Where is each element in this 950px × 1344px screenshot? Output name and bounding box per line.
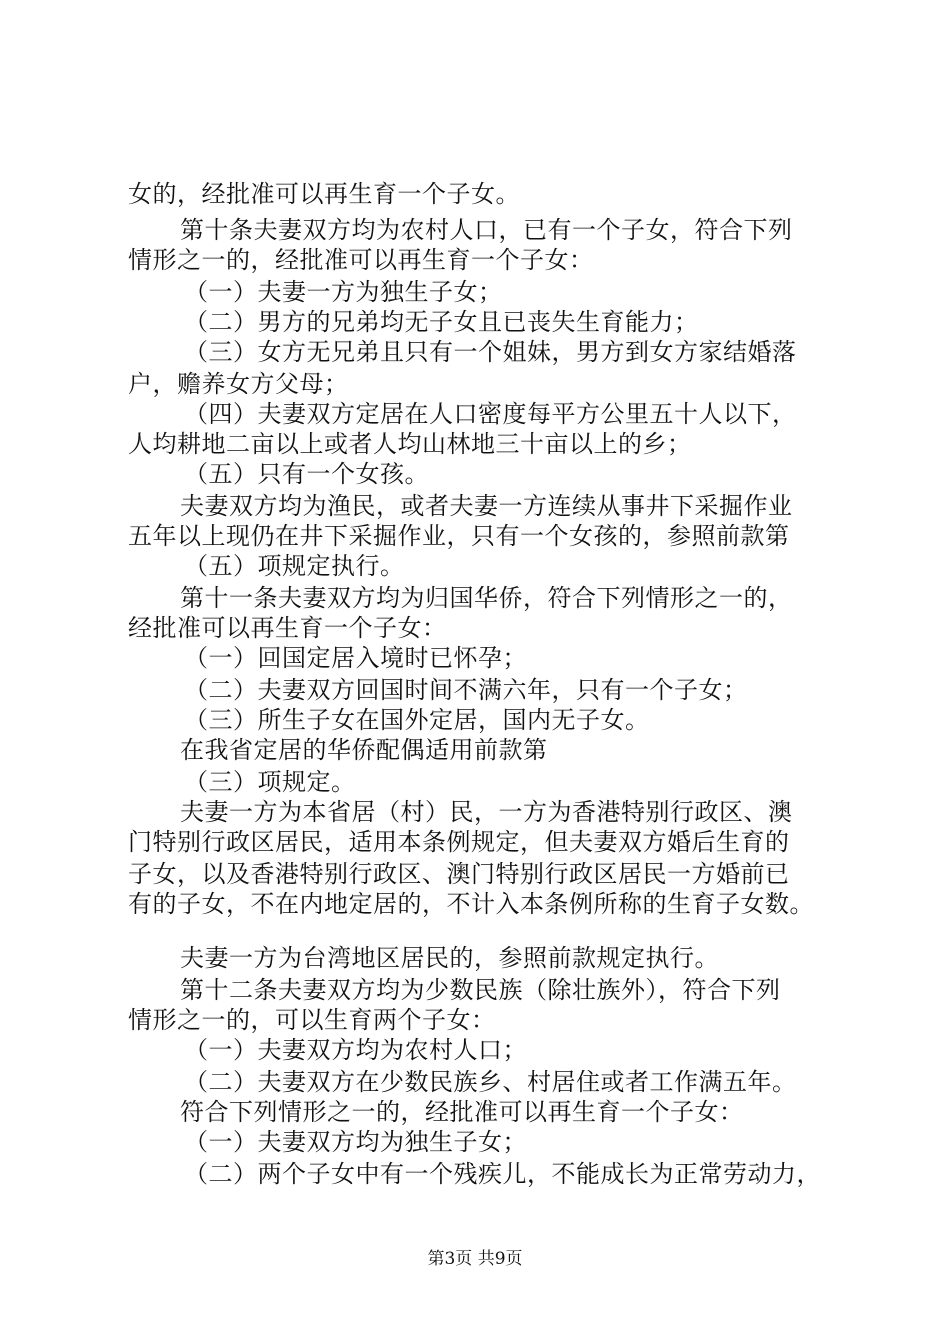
text-line: （一）夫妻双方均为独生子女； bbox=[184, 1128, 527, 1156]
text-line: 经批准可以再生育一个子女： bbox=[128, 614, 447, 642]
text-line: 人均耕地二亩以上或者人均山林地三十亩以上的乡； bbox=[128, 430, 692, 458]
text-line: 五年以上现仍在井下采掘作业，只有一个女孩的，参照前款第 bbox=[128, 522, 790, 550]
text-line: 符合下列情形之一的，经批准可以再生育一个子女： bbox=[180, 1098, 744, 1126]
text-line: （一）夫妻双方均为农村人口； bbox=[184, 1036, 527, 1064]
text-line: 有的子女，不在内地定居的，不计入本条例所称的生育子女数。 bbox=[128, 890, 814, 918]
text-line: 门特别行政区居民，适用本条例规定，但夫妻双方婚后生育的 bbox=[128, 828, 790, 856]
text-line: （一）回国定居入境时已怀孕； bbox=[184, 644, 527, 672]
text-line: 第十二条夫妻双方均为少数民族（除壮族外），符合下列 bbox=[180, 976, 781, 1004]
page-number-footer: 第3页 共9页 bbox=[427, 1249, 523, 1269]
text-line: （三）项规定。 bbox=[184, 768, 356, 796]
text-line: （五）项规定执行。 bbox=[184, 552, 405, 580]
text-line: 在我省定居的华侨配偶适用前款第 bbox=[180, 736, 548, 764]
text-line: （五）只有一个女孩。 bbox=[184, 460, 429, 488]
text-line: 夫妻一方为台湾地区居民的，参照前款规定执行。 bbox=[180, 944, 719, 972]
text-line: 第十条夫妻双方均为农村人口，已有一个子女，符合下列 bbox=[180, 216, 793, 244]
text-line: 夫妻双方均为渔民，或者夫妻一方连续从事井下采掘作业 bbox=[180, 492, 793, 520]
text-line: （二）夫妻双方回国时间不满六年，只有一个子女； bbox=[184, 676, 748, 704]
text-line: 情形之一的，可以生育两个子女： bbox=[128, 1006, 496, 1034]
text-line: （二）男方的兄弟均无子女且已丧失生育能力； bbox=[184, 308, 699, 336]
text-line: （三）女方无兄弟且只有一个姐妹，男方到女方家结婚落 bbox=[184, 338, 797, 366]
text-line: 女的，经批准可以再生育一个子女。 bbox=[128, 180, 520, 208]
text-line: 第十一条夫妻双方均为归国华侨，符合下列情形之一的， bbox=[180, 584, 793, 612]
text-line: 夫妻一方为本省居（村）民，一方为香港特别行政区、澳 bbox=[180, 798, 793, 826]
text-line: （一）夫妻一方为独生子女； bbox=[184, 278, 503, 306]
text-line: 子女，以及香港特别行政区、澳门特别行政区居民一方婚前已 bbox=[128, 860, 790, 888]
text-line: （三）所生子女在国外定居，国内无子女。 bbox=[184, 706, 650, 734]
text-line: （二）两个子女中有一个残疾儿，不能成长为正常劳动力， bbox=[184, 1160, 821, 1188]
text-line: （二）夫妻双方在少数民族乡、村居住或者工作满五年。 bbox=[184, 1068, 797, 1096]
text-line: 情形之一的，经批准可以再生育一个子女： bbox=[128, 246, 594, 274]
text-line: 户，赡养女方父母； bbox=[128, 370, 349, 398]
text-line: （四）夫妻双方定居在人口密度每平方公里五十人以下， bbox=[184, 400, 797, 428]
